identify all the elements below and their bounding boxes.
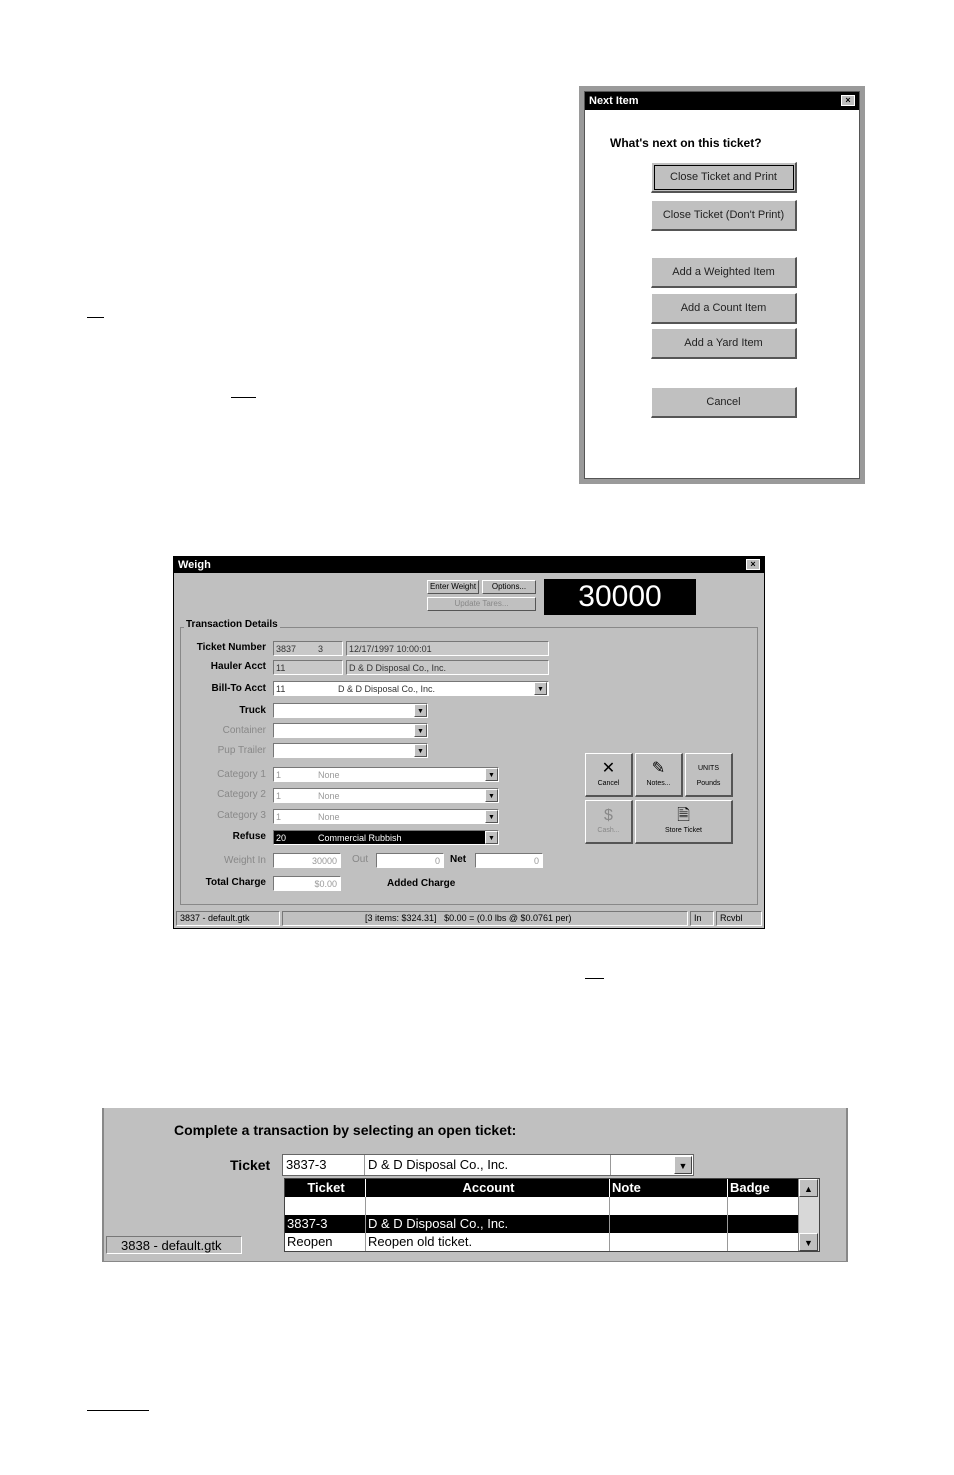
weigh-title: Weigh xyxy=(178,559,211,571)
next-item-question: What's next on this ticket? xyxy=(610,136,762,150)
scroll-down-icon[interactable]: ▼ xyxy=(799,1233,818,1251)
add-weighted-item-button[interactable]: Add a Weighted Item xyxy=(651,257,797,288)
weight-readout: 30000 xyxy=(544,579,696,615)
units-icon: UNITS xyxy=(698,765,719,772)
added-charge-label: Added Charge xyxy=(387,878,456,889)
chevron-down-icon[interactable]: ▼ xyxy=(485,810,498,823)
row-note xyxy=(610,1197,728,1215)
x-icon: ✕ xyxy=(601,760,616,777)
category3-value: 1 xyxy=(276,812,282,822)
container-label: Container xyxy=(222,725,266,736)
category1-name: None xyxy=(318,770,340,780)
status-items: [3 items: $324.31] xyxy=(365,913,437,923)
col-ticket: Ticket xyxy=(285,1179,366,1197)
notes-label: Notes... xyxy=(646,780,671,787)
category1-label: Category 1 xyxy=(217,769,266,780)
row-account xyxy=(366,1197,610,1215)
col-account: Account xyxy=(366,1179,610,1197)
bill-to-acct-select[interactable] xyxy=(273,681,549,696)
page-rule-3 xyxy=(585,978,604,979)
ticket-icon: 🗎 xyxy=(677,807,690,824)
row-badge xyxy=(728,1233,799,1251)
ticket-label: Ticket xyxy=(230,1157,271,1173)
chevron-down-icon[interactable]: ▼ xyxy=(674,1156,692,1174)
status-calc: $0.00 = (0.0 lbs @ $0.0761 per) xyxy=(444,913,572,923)
row-ticket xyxy=(285,1197,366,1215)
ticket-combo[interactable] xyxy=(282,1154,694,1176)
category3-select[interactable] xyxy=(273,809,499,824)
row-account: Reopen old ticket. xyxy=(366,1233,610,1251)
ticket-number-label: Ticket Number xyxy=(196,642,266,653)
row-ticket: 3837-3 xyxy=(285,1215,366,1233)
refuse-label: Refuse xyxy=(232,831,266,842)
next-item-dialog-body xyxy=(584,91,860,479)
next-item-dialog xyxy=(579,86,865,484)
table-row[interactable] xyxy=(285,1197,799,1215)
truck-label: Truck xyxy=(239,705,266,716)
ticket-list-scrollbar[interactable] xyxy=(798,1179,819,1251)
weight-in-label: Weight In xyxy=(223,855,266,866)
refuse-value: 20 xyxy=(276,833,287,843)
category2-value: 1 xyxy=(276,791,282,801)
col-badge: Badge xyxy=(728,1179,799,1197)
refuse-name: Commercial Rubbish xyxy=(318,833,402,843)
close-ticket-no-print-button[interactable]: Close Ticket (Don't Print) xyxy=(651,200,797,231)
bill-to-acct-value: 11 xyxy=(276,684,286,694)
chevron-down-icon[interactable]: ▼ xyxy=(534,682,547,695)
weigh-status-bar xyxy=(176,911,762,926)
category2-label: Category 2 xyxy=(217,789,266,800)
weigh-window xyxy=(173,556,765,929)
chevron-down-icon[interactable]: ▼ xyxy=(485,768,498,781)
cancel-action-button[interactable] xyxy=(585,753,633,797)
bill-to-acct-label: Bill-To Acct xyxy=(211,683,266,694)
ticket-number-field xyxy=(273,641,343,656)
row-note xyxy=(610,1233,728,1251)
notes-button[interactable] xyxy=(635,753,683,797)
enter-weight-button[interactable]: Enter Weight xyxy=(427,580,479,594)
category2-name: None xyxy=(318,791,340,801)
store-ticket-label: Store Ticket xyxy=(665,827,702,834)
truck-select[interactable] xyxy=(273,703,428,718)
cash-label: Cash... xyxy=(597,827,620,834)
chevron-down-icon[interactable]: ▼ xyxy=(414,724,427,737)
chevron-down-icon[interactable]: ▼ xyxy=(414,744,427,757)
row-badge xyxy=(728,1197,799,1215)
cancel-action-label: Cancel xyxy=(597,780,620,787)
open-ticket-prompt: Complete a transaction by selecting an open ticket: xyxy=(174,1122,517,1138)
pup-trailer-label: Pup Trailer xyxy=(217,745,266,756)
pup-trailer-select[interactable] xyxy=(273,743,428,758)
ticket-list-header xyxy=(285,1179,799,1197)
row-badge xyxy=(728,1215,799,1233)
open-ticket-dialog xyxy=(102,1108,848,1262)
store-ticket-button[interactable] xyxy=(635,800,733,844)
category3-name: None xyxy=(318,812,340,822)
status-access: Rcvbl xyxy=(716,911,762,926)
next-item-titlebar xyxy=(585,92,859,110)
hauler-acct-field: 11 xyxy=(273,660,343,675)
col-note: Note xyxy=(610,1179,728,1197)
category1-value: 1 xyxy=(276,770,282,780)
row-ticket: Reopen xyxy=(285,1233,366,1251)
combo-account: D & D Disposal Co., Inc. xyxy=(365,1155,611,1175)
bill-to-acct-name: D & D Disposal Co., Inc. xyxy=(338,684,436,694)
ticket-number-sub: 3 xyxy=(318,644,324,654)
refuse-select[interactable] xyxy=(273,830,499,845)
out-field[interactable]: 0 xyxy=(376,853,444,868)
combo-ticket: 3837-3 xyxy=(283,1155,365,1175)
page-rule-1 xyxy=(87,317,104,318)
status-calculation xyxy=(282,911,688,926)
row-note xyxy=(610,1215,728,1233)
add-yard-item-button[interactable]: Add a Yard Item xyxy=(651,328,797,359)
next-item-title: Next Item xyxy=(589,95,639,107)
net-label: Net xyxy=(450,854,467,865)
hauler-name-field: D & D Disposal Co., Inc. xyxy=(346,660,549,675)
status-mode: In xyxy=(690,911,714,926)
category1-select[interactable] xyxy=(273,767,499,782)
net-field: 0 xyxy=(475,853,543,868)
cash-button[interactable] xyxy=(585,800,633,844)
scroll-up-icon[interactable]: ▲ xyxy=(799,1179,818,1197)
update-tares-button[interactable]: Update Tares... xyxy=(427,597,536,611)
ticket-number-value: 3837 xyxy=(276,644,297,654)
container-select[interactable] xyxy=(273,723,428,738)
add-count-item-button[interactable]: Add a Count Item xyxy=(651,293,797,324)
category2-select[interactable] xyxy=(273,788,499,803)
close-icon[interactable]: × xyxy=(746,559,760,570)
pounds-button[interactable] xyxy=(685,753,733,797)
total-charge-label: Total Charge xyxy=(205,877,266,888)
page-rule-2 xyxy=(231,397,256,398)
weight-in-field[interactable]: 30000 xyxy=(273,853,341,868)
dollar-icon: $ xyxy=(604,807,613,824)
table-row[interactable] xyxy=(285,1215,799,1233)
chevron-down-icon[interactable]: ▼ xyxy=(485,789,498,802)
page-rule-4 xyxy=(87,1410,149,1411)
close-ticket-print-button[interactable]: Close Ticket and Print xyxy=(651,162,797,193)
chevron-down-icon[interactable]: ▼ xyxy=(414,704,427,717)
notes-icon: ✎ xyxy=(651,760,666,777)
ticket-datetime-field: 12/17/1997 10:00:01 xyxy=(346,641,549,656)
out-label: Out xyxy=(352,854,369,865)
combo-note xyxy=(611,1155,673,1175)
options-button[interactable]: Options... xyxy=(482,580,536,594)
total-charge-field: $0.00 xyxy=(273,876,341,891)
status-file: 3837 - default.gtk xyxy=(176,911,280,926)
ticket-list xyxy=(284,1178,820,1252)
category3-label: Category 3 xyxy=(217,810,266,821)
cancel-button[interactable]: Cancel xyxy=(651,387,797,418)
weigh-titlebar xyxy=(174,557,764,573)
chevron-down-icon[interactable]: ▼ xyxy=(485,831,498,844)
transaction-details-title: Transaction Details xyxy=(186,619,278,630)
table-row[interactable] xyxy=(285,1233,799,1251)
hauler-acct-label: Hauler Acct xyxy=(210,661,266,672)
row-account: D & D Disposal Co., Inc. xyxy=(366,1215,610,1233)
pounds-label: Pounds xyxy=(696,780,721,787)
open-ticket-status: 3838 - default.gtk xyxy=(106,1236,242,1254)
close-icon[interactable]: × xyxy=(841,95,855,106)
